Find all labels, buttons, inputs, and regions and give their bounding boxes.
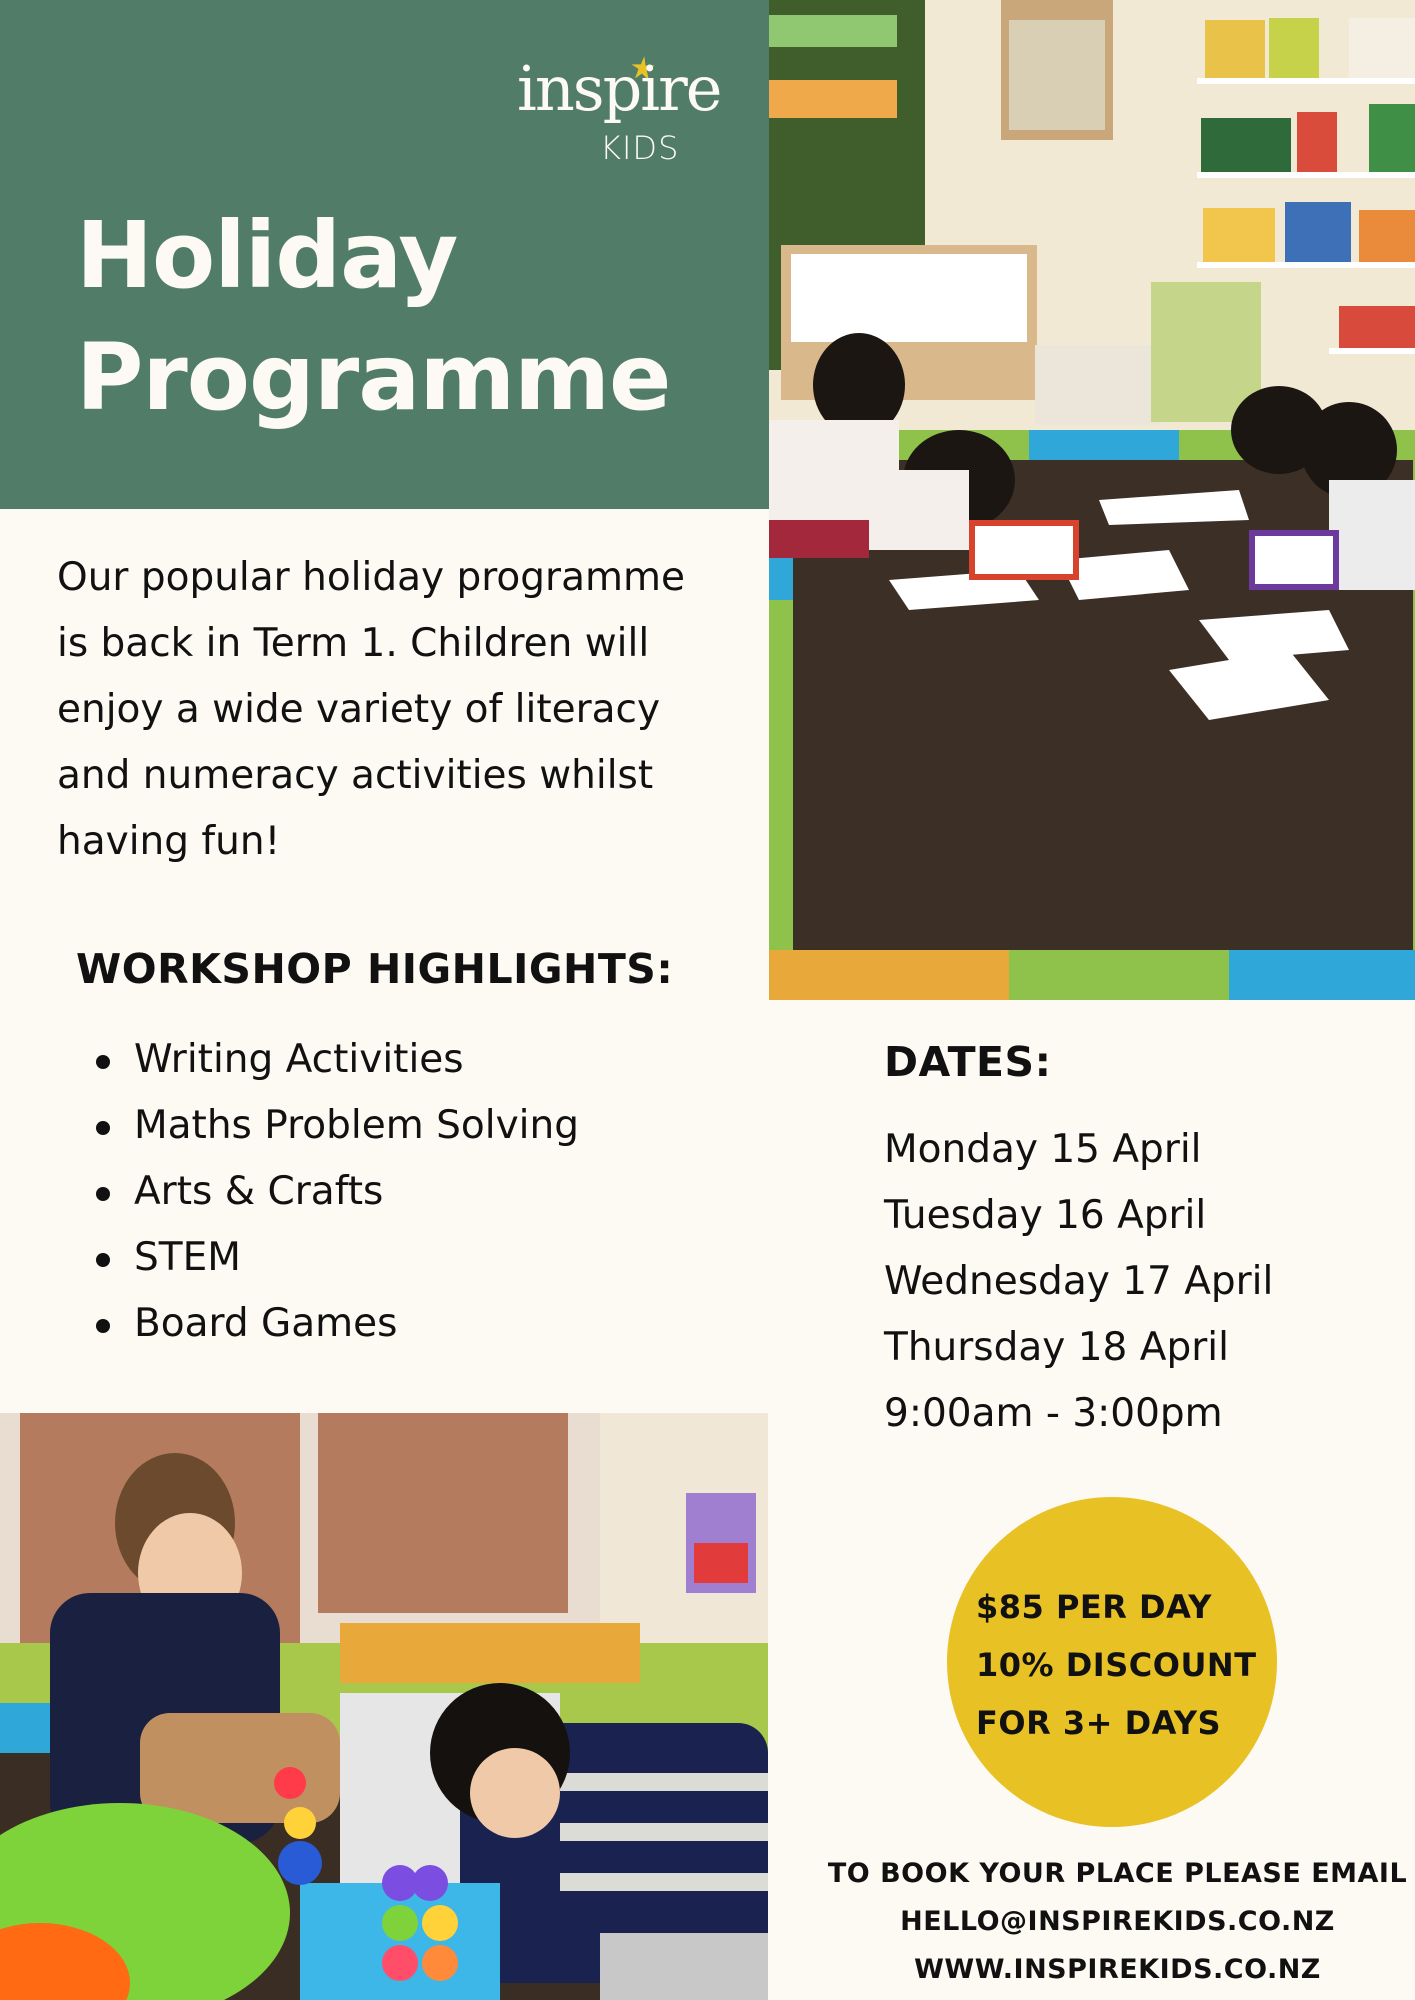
dates-list: [884, 1117, 1273, 1447]
classroom-photo-illustration: [769, 0, 1415, 1000]
website-link[interactable]: WWW.INSPIREKIDS.CO.NZ: [914, 1954, 1321, 1985]
price-line: 10% DISCOUNT: [976, 1646, 1257, 1684]
time-range: 9:00am - 3:00pm: [884, 1391, 1223, 1436]
list-item: [96, 1093, 579, 1159]
list-item: [96, 1291, 579, 1357]
inspire-kids-logo: [512, 52, 732, 172]
bullet-icon: [96, 1253, 110, 1267]
date-item: Tuesday 16 April: [884, 1193, 1207, 1238]
intro-line: and numeracy activities whilst: [57, 753, 654, 798]
list-item: [96, 1225, 579, 1291]
list-item-label: Board Games: [134, 1301, 398, 1346]
classroom-photo: [769, 0, 1415, 1000]
list-item-label: STEM: [134, 1235, 241, 1280]
booking-cta: TO BOOK YOUR PLACE PLEASE EMAIL: [827, 1858, 1408, 1889]
page-title: [76, 195, 670, 439]
list-item-label: Maths Problem Solving: [134, 1103, 579, 1148]
list-item-label: Writing Activities: [134, 1037, 464, 1082]
list-item: [96, 1027, 579, 1093]
dates-heading: DATES:: [884, 1038, 1052, 1086]
intro-line: enjoy a wide variety of literacy: [57, 687, 661, 732]
intro-paragraph: [57, 545, 757, 875]
logo-word: inspire: [517, 52, 721, 125]
list-item: [96, 1159, 579, 1225]
bullet-icon: [96, 1121, 110, 1135]
bullet-icon: [96, 1055, 110, 1069]
date-item: Wednesday 17 April: [884, 1259, 1274, 1304]
intro-line: is back in Term 1. Children will: [57, 621, 650, 666]
price-line: $85 PER DAY: [976, 1588, 1212, 1626]
price-text: [976, 1578, 1257, 1752]
intro-line: having fun!: [57, 819, 281, 864]
highlights-heading: WORKSHOP HIGHLIGHTS:: [76, 945, 674, 993]
email-link[interactable]: HELLO@INSPIREKIDS.CO.NZ: [900, 1906, 1335, 1937]
date-item: Thursday 18 April: [884, 1325, 1229, 1370]
gear-toys-photo-illustration: [0, 1413, 768, 2000]
title-line: Programme: [76, 324, 671, 431]
booking-footer: [820, 1850, 1415, 1994]
highlights-list: [96, 1027, 579, 1357]
logo-sub: KIDS: [600, 129, 680, 167]
bullet-icon: [96, 1319, 110, 1333]
date-item: Monday 15 April: [884, 1127, 1202, 1172]
list-item-label: Arts & Crafts: [134, 1169, 384, 1214]
price-line: FOR 3+ DAYS: [976, 1704, 1222, 1742]
gear-toys-photo: [0, 1413, 768, 2000]
intro-line: Our popular holiday programme: [57, 555, 685, 600]
bullet-icon: [96, 1187, 110, 1201]
title-line: Holiday: [76, 202, 458, 309]
